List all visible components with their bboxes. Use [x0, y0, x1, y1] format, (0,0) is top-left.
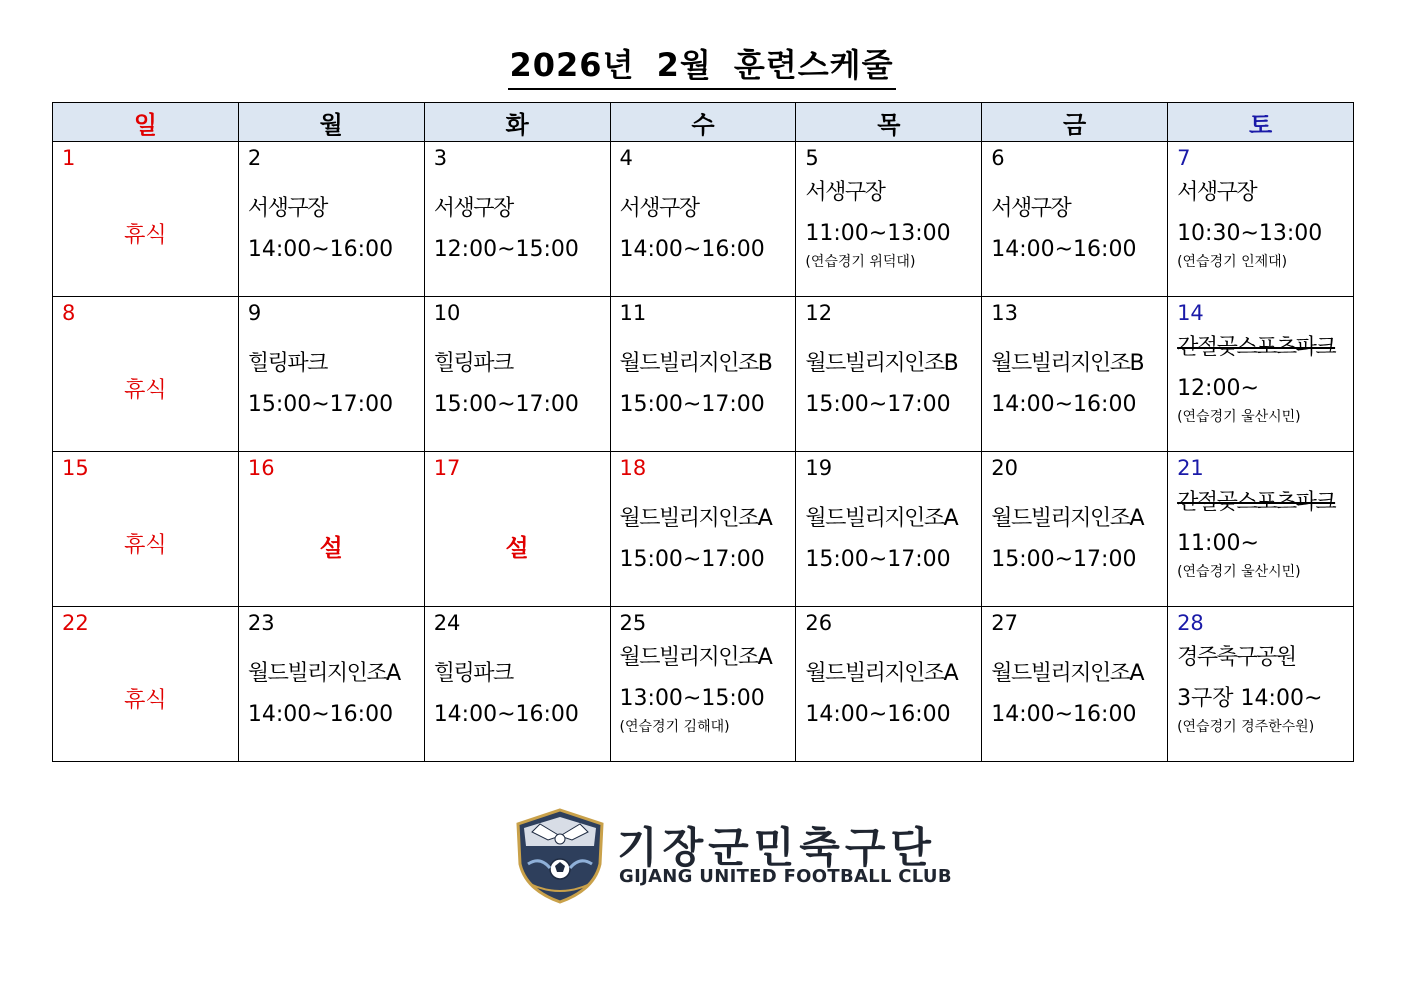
calendar-day-cell [53, 452, 239, 607]
day-number: 8 [62, 301, 76, 325]
training-time: 14:00~16:00 [805, 702, 951, 727]
rest-label: 휴식 [124, 378, 167, 403]
weekday-mon: 월 [238, 103, 424, 142]
day-number: 3 [433, 146, 448, 170]
training-session [805, 351, 979, 418]
calendar-day-cell [982, 297, 1168, 452]
calendar-day-cell [982, 452, 1168, 607]
training-session [805, 506, 979, 573]
calendar-day-cell [610, 297, 796, 452]
weekday-tue: 화 [424, 103, 610, 142]
calendar-day-cell [238, 297, 424, 452]
day-number: 9 [247, 301, 262, 325]
practice-match-note: (연습경기 위덕대) [805, 254, 916, 270]
training-session [620, 351, 794, 418]
day-number: 27 [991, 611, 1018, 635]
day-number: 13 [991, 301, 1018, 325]
training-session [991, 351, 1165, 418]
weekday-fri: 금 [982, 103, 1168, 142]
training-location: 서생구장 [619, 196, 699, 221]
calendar-week-row [53, 142, 1354, 297]
training-location: 서생구장 [1177, 180, 1257, 205]
training-location: 월드빌리지인조B [805, 351, 958, 376]
calendar-day-cell [238, 607, 424, 762]
training-location: 서생구장 [805, 180, 885, 205]
training-session [1177, 180, 1351, 271]
training-location: 월드빌리지인조A [991, 506, 1144, 531]
training-time: 15:00~17:00 [247, 392, 394, 417]
calendar-week-row [53, 607, 1354, 762]
calendar-day-cell [238, 452, 424, 607]
training-time: 11:00~ [1177, 531, 1259, 556]
training-time: 15:00~17:00 [805, 392, 951, 417]
calendar-day-cell [424, 607, 610, 762]
day-number: 14 [1177, 301, 1204, 325]
weekday-thu: 목 [796, 103, 982, 142]
training-time: 15:00~17:00 [619, 392, 765, 417]
training-location: 힐링파크 [433, 351, 513, 376]
training-session [1177, 645, 1351, 736]
practice-match-note: (연습경기 경주한수원) [1177, 719, 1315, 735]
training-location: 월드빌리지인조B [991, 351, 1144, 376]
training-session [991, 196, 1165, 263]
training-session [991, 661, 1165, 728]
training-location: 서생구장 [247, 196, 327, 221]
calendar-day-cell [53, 142, 239, 297]
training-session [620, 645, 794, 736]
day-number: 22 [62, 611, 89, 635]
training-time: 14:00~16:00 [991, 237, 1137, 262]
training-session [1177, 335, 1351, 426]
day-number: 1 [62, 146, 76, 170]
rest-label: 휴식 [124, 223, 167, 248]
training-location: 힐링파크 [433, 661, 513, 686]
calendar-day-cell [796, 607, 982, 762]
practice-match-note: (연습경기 울산시민) [1177, 564, 1301, 580]
training-time: 14:00~16:00 [619, 237, 765, 262]
training-time: 15:00~17:00 [619, 547, 765, 572]
calendar-day-cell [424, 142, 610, 297]
training-location: 월드빌리지인조A [619, 645, 772, 670]
training-session [805, 661, 979, 728]
rest-label: 휴식 [124, 533, 167, 558]
practice-match-note: (연습경기 울산시민) [1177, 409, 1301, 425]
training-location: 힐링파크 [247, 351, 327, 376]
training-session [434, 661, 608, 728]
day-number: 12 [805, 301, 833, 325]
calendar-day-cell [53, 297, 239, 452]
club-crest-logo [510, 806, 610, 906]
day-number: 20 [991, 456, 1018, 480]
training-time: 14:00~16:00 [991, 392, 1137, 417]
calendar-day-cell [1168, 607, 1354, 762]
training-session [248, 196, 422, 263]
day-number: 2 [247, 146, 262, 170]
calendar-day-cell [796, 452, 982, 607]
training-location: 월드빌리지인조B [619, 351, 772, 376]
calendar-day-cell [238, 142, 424, 297]
training-time: 15:00~17:00 [991, 547, 1137, 572]
training-location: 서생구장 [991, 196, 1071, 221]
day-number: 24 [433, 611, 461, 635]
day-number: 10 [433, 301, 461, 325]
practice-match-note: (연습경기 김해대) [619, 719, 730, 735]
calendar-day-cell [424, 452, 610, 607]
training-session [248, 661, 422, 728]
weekday-header-row [53, 103, 1354, 142]
page-title-wrap [0, 40, 1403, 90]
training-session [434, 196, 608, 263]
weekday-sun: 일 [53, 103, 239, 142]
day-number: 4 [619, 146, 633, 170]
training-calendar [52, 102, 1354, 762]
calendar-week-row [53, 452, 1354, 607]
day-number: 23 [247, 611, 275, 635]
calendar-day-cell [796, 297, 982, 452]
day-number: 26 [805, 611, 833, 635]
day-number: 25 [619, 611, 647, 635]
training-time: 13:00~15:00 [619, 686, 765, 711]
training-time: 3구장 14:00~ [1177, 686, 1323, 711]
day-number: 21 [1177, 456, 1204, 480]
calendar-day-cell [982, 142, 1168, 297]
day-number: 19 [805, 456, 833, 480]
training-location: 간절곶스포츠파크 [1177, 490, 1336, 515]
calendar-week-row [53, 297, 1354, 452]
calendar-day-cell [1168, 142, 1354, 297]
training-location: 월드빌리지인조A [805, 661, 958, 686]
training-session [991, 506, 1165, 573]
training-time: 14:00~16:00 [247, 237, 394, 262]
calendar-day-cell [424, 297, 610, 452]
weekday-wed: 수 [610, 103, 796, 142]
training-session [434, 351, 608, 418]
training-time: 15:00~17:00 [433, 392, 579, 417]
calendar-day-cell [610, 452, 796, 607]
calendar-day-cell [796, 142, 982, 297]
training-time: 14:00~16:00 [247, 702, 394, 727]
training-time: 14:00~16:00 [433, 702, 579, 727]
training-location: 서생구장 [433, 196, 513, 221]
training-location: 월드빌리지인조A [619, 506, 772, 531]
training-session [620, 196, 794, 263]
training-location: 경주축구공원 [1177, 645, 1296, 670]
day-number: 28 [1177, 611, 1204, 635]
training-location: 월드빌리지인조A [991, 661, 1144, 686]
weekday-sat: 토 [1168, 103, 1354, 142]
holiday-label: 설 [319, 534, 343, 562]
day-number: 16 [247, 456, 275, 480]
training-location: 월드빌리지인조A [805, 506, 958, 531]
page-title: 2026년 2월 훈련스케줄 [508, 40, 896, 90]
training-session [248, 351, 422, 418]
practice-match-note: (연습경기 인제대) [1177, 254, 1288, 270]
day-number: 6 [991, 146, 1005, 170]
calendar-day-cell [610, 607, 796, 762]
day-number: 5 [805, 146, 819, 170]
calendar-day-cell [1168, 452, 1354, 607]
club-name-korean: 기장군민축구단 [617, 823, 937, 872]
club-name-english: GIJANG UNITED FOOTBALL CLUB [619, 866, 952, 887]
calendar-day-cell [982, 607, 1168, 762]
rest-label: 휴식 [124, 688, 167, 713]
training-location: 간절곶스포츠파크 [1177, 335, 1336, 360]
day-number: 11 [619, 301, 647, 325]
training-time: 10:30~13:00 [1177, 221, 1323, 246]
day-number: 15 [62, 456, 89, 480]
training-time: 12:00~ [1177, 376, 1259, 401]
day-number: 17 [433, 456, 461, 480]
training-session [1177, 490, 1351, 581]
day-number: 7 [1177, 146, 1191, 170]
training-time: 15:00~17:00 [805, 547, 951, 572]
training-session [805, 180, 979, 271]
calendar-day-cell [53, 607, 239, 762]
training-time: 14:00~16:00 [991, 702, 1137, 727]
day-number: 18 [619, 456, 647, 480]
training-time: 11:00~13:00 [805, 221, 951, 246]
calendar-day-cell [610, 142, 796, 297]
training-session [620, 506, 794, 573]
training-location: 월드빌리지인조A [247, 661, 400, 686]
holiday-label: 설 [505, 534, 529, 562]
calendar-day-cell [1168, 297, 1354, 452]
training-time: 12:00~15:00 [433, 237, 579, 262]
